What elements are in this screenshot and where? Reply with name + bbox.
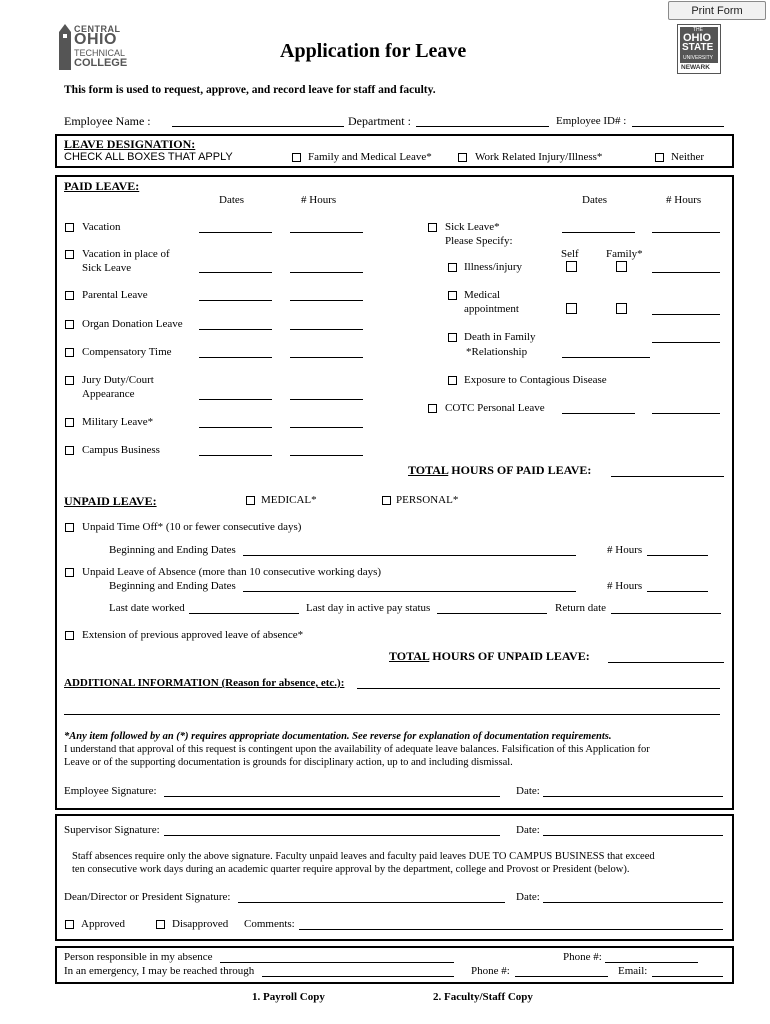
timeoff-hours-label: # Hours — [607, 544, 643, 556]
unpaid-timeoff-checkbox[interactable] — [65, 523, 74, 532]
return-date-field[interactable] — [611, 613, 721, 614]
employee-date-label: Date: — [516, 785, 540, 797]
sick-hours-field[interactable] — [652, 232, 720, 233]
logo-line-college: COLLEGE — [74, 57, 128, 69]
unpaid-medical-label: MEDICAL* — [261, 494, 317, 506]
organ-hours-field[interactable] — [290, 329, 363, 330]
supervisor-date-field[interactable] — [543, 835, 723, 836]
cotc-personal-label: COTC Personal Leave — [445, 402, 545, 414]
osu-newark-logo — [677, 24, 721, 74]
emergency-phone-field[interactable] — [515, 976, 608, 977]
work-injury-label: Work Related Injury/Illness* — [475, 151, 603, 163]
sick-leave-checkbox[interactable] — [428, 223, 437, 232]
intro-text: This form is used to request, approve, and record leave for staff and faculty. — [64, 84, 436, 96]
approval-note-2: Leave or of the supporting documentation is grounds for disciplinary action, up to and including dismissal. — [64, 757, 513, 768]
illness-self-checkbox[interactable] — [566, 261, 577, 272]
parental-label: Parental Leave — [82, 289, 148, 301]
supervisor-signature-label: Supervisor Signature: — [64, 824, 160, 836]
logo-line-the: THE — [693, 27, 703, 33]
employee-signature-field[interactable] — [164, 796, 500, 797]
vacation-sick-hours-field[interactable] — [290, 272, 363, 273]
death-family-label: Death in Family — [464, 331, 536, 343]
approval-instructions-1: Staff absences require only the above signature. Faculty unpaid leaves and faculty paid leaves DUE TO CAMPUS BUSINESS that exceed — [72, 851, 655, 862]
military-hours-field[interactable] — [290, 427, 363, 428]
relationship-field[interactable] — [562, 357, 650, 358]
logo-line-ohio-state-2: STATE — [682, 42, 714, 53]
last-worked-field[interactable] — [189, 613, 299, 614]
logo-line-technical: TECHNICAL — [74, 48, 126, 58]
paid-hours-header-right: # Hours — [666, 194, 702, 206]
dean-date-label: Date: — [516, 891, 540, 903]
last-worked-label: Last date worked — [109, 602, 185, 614]
disapproved-label: Disapproved — [172, 918, 229, 930]
jury-duty-checkbox[interactable] — [65, 376, 74, 385]
additional-info-label: ADDITIONAL INFORMATION (Reason for absence, etc.): — [64, 677, 345, 689]
approved-label: Approved — [81, 918, 125, 930]
faculty-staff-copy-label: 2. Faculty/Staff Copy — [433, 991, 533, 1003]
total-paid-rest: HOURS OF PAID LEAVE: — [451, 463, 592, 477]
military-checkbox[interactable] — [65, 418, 74, 427]
responsible-phone-label: Phone #: — [563, 951, 602, 963]
vacation-hours-field[interactable] — [290, 232, 363, 233]
neither-checkbox[interactable] — [655, 153, 664, 162]
unpaid-personal-checkbox[interactable] — [382, 496, 391, 505]
neither-label: Neither — [671, 151, 704, 163]
supervisor-signature-field[interactable] — [164, 835, 500, 836]
responsible-label: Person responsible in my absence — [64, 951, 213, 963]
jury-duty-label-1: Jury Duty/Court — [82, 374, 154, 386]
organ-donation-label: Organ Donation Leave — [82, 318, 183, 330]
total-unpaid-total-word: TOTAL — [389, 649, 430, 663]
absence-dates-label: Beginning and Ending Dates — [109, 580, 236, 592]
leave-designation-heading: LEAVE DESIGNATION: — [64, 137, 196, 151]
vacation-label: Vacation — [82, 221, 121, 233]
exposure-checkbox[interactable] — [448, 376, 457, 385]
total-paid-field[interactable] — [611, 476, 724, 477]
medical-appt-checkbox[interactable] — [448, 291, 457, 300]
fmla-label: Family and Medical Leave* — [308, 151, 432, 163]
emergency-phone-label: Phone #: — [471, 965, 510, 977]
jury-dates-field[interactable] — [199, 399, 272, 400]
cotc-hours-field[interactable] — [652, 413, 720, 414]
unpaid-personal-label: PERSONAL* — [396, 494, 459, 506]
medical-hours-field[interactable] — [652, 314, 720, 315]
parental-hours-field[interactable] — [290, 300, 363, 301]
unpaid-leave-heading: UNPAID LEAVE: — [64, 494, 157, 508]
absence-dates-field[interactable] — [243, 591, 576, 592]
cotc-personal-checkbox[interactable] — [428, 404, 437, 413]
return-date-label: Return date — [555, 602, 607, 614]
unpaid-timeoff-label: Unpaid Time Off* (10 or fewer consecutive days) — [82, 521, 302, 533]
logo-line-university: UNIVERSITY — [683, 55, 714, 61]
dean-signature-label: Dean/Director or President Signature: — [64, 891, 231, 903]
payroll-copy-label: 1. Payroll Copy — [252, 991, 325, 1003]
compensatory-label: Compensatory Time — [82, 346, 172, 358]
emergency-field[interactable] — [262, 976, 454, 977]
comp-dates-field[interactable] — [199, 357, 272, 358]
work-injury-checkbox[interactable] — [458, 153, 467, 162]
fmla-checkbox[interactable] — [292, 153, 301, 162]
responsible-field[interactable] — [220, 962, 454, 963]
cotc-logo — [58, 24, 128, 70]
vacation-dates-field[interactable] — [199, 232, 272, 233]
employee-id-field[interactable] — [632, 126, 724, 127]
campus-dates-field[interactable] — [199, 455, 272, 456]
vacation-sick-dates-field[interactable] — [199, 272, 272, 273]
comments-label: Comments: — [244, 918, 295, 930]
employee-name-field[interactable] — [172, 126, 344, 127]
approved-checkbox[interactable] — [65, 920, 74, 929]
page-title: Application for Leave — [280, 40, 467, 62]
medical-self-checkbox[interactable] — [566, 303, 577, 314]
jury-hours-field[interactable] — [290, 399, 363, 400]
timeoff-dates-field[interactable] — [243, 555, 576, 556]
responsible-phone-field[interactable] — [605, 962, 698, 963]
parental-checkbox[interactable] — [65, 291, 74, 300]
extension-checkbox[interactable] — [65, 631, 74, 640]
additional-info-field-2[interactable] — [64, 714, 720, 715]
employee-name-label: Employee Name : — [64, 114, 151, 128]
employee-date-field[interactable] — [543, 796, 723, 797]
organ-dates-field[interactable] — [199, 329, 272, 330]
employee-signature-label: Employee Signature: — [64, 785, 157, 797]
approval-note-1: I understand that approval of this request is contingent upon the availability of adequate leave balances. Falsification of this Application for — [64, 744, 650, 755]
last-active-label: Last day in active pay status — [306, 602, 431, 614]
sick-leave-label: Sick Leave* — [445, 221, 500, 233]
paid-leave-heading: PAID LEAVE: — [64, 179, 140, 193]
department-field[interactable] — [416, 126, 549, 127]
campus-business-checkbox[interactable] — [65, 446, 74, 455]
cotc-dates-field[interactable] — [562, 413, 635, 414]
military-label: Military Leave* — [82, 416, 154, 428]
logo-line-newark: NEWARK — [681, 64, 710, 71]
comments-field[interactable] — [299, 929, 723, 930]
dean-signature-field[interactable] — [238, 902, 505, 903]
tower-icon — [58, 24, 72, 70]
documentation-note: *Any item followed by an (*) requires appropriate documentation. See reverse for explanation of documentation requirements. — [64, 731, 612, 742]
unpaid-absence-label: Unpaid Leave of Absence (more than 10 consecutive working days) — [82, 566, 382, 578]
additional-info-field-1[interactable] — [357, 688, 720, 689]
extension-label: Extension of previous approved leave of absence* — [82, 629, 304, 641]
logo-line-ohio-state-1: OHIO — [683, 32, 712, 44]
illness-hours-field[interactable] — [652, 272, 720, 273]
timeoff-hours-field[interactable] — [647, 555, 708, 556]
emergency-label: In an emergency, I may be reached through — [64, 965, 255, 977]
paid-dates-header-right: Dates — [582, 194, 608, 206]
death-family-checkbox[interactable] — [448, 333, 457, 342]
timeoff-dates-label: Beginning and Ending Dates — [109, 544, 236, 556]
unpaid-medical-checkbox[interactable] — [246, 496, 255, 505]
email-field[interactable] — [652, 976, 723, 977]
family-header: Family* — [606, 248, 643, 260]
logo-line-ohio: OHIO — [74, 31, 117, 48]
medical-appt-label-1: Medical — [464, 289, 501, 301]
vacation-sick-label-2: Sick Leave — [82, 262, 132, 274]
military-dates-field[interactable] — [199, 427, 272, 428]
total-unpaid-label — [389, 649, 590, 664]
absence-hours-label: # Hours — [607, 580, 643, 592]
disapproved-checkbox[interactable] — [156, 920, 165, 929]
medical-appt-label-2: appointment — [464, 303, 519, 315]
campus-hours-field[interactable] — [290, 455, 363, 456]
supervisor-date-label: Date: — [516, 824, 540, 836]
paid-dates-header-left: Dates — [219, 194, 245, 206]
logo-line-central: CENTRAL — [74, 24, 121, 34]
parental-dates-field[interactable] — [199, 300, 272, 301]
total-paid-total-word: TOTAL — [408, 463, 449, 477]
approval-instructions-2: ten consecutive work days during an academic quarter require approval by the department, college and Provost or President (below). — [72, 864, 630, 875]
absence-hours-field[interactable] — [647, 591, 708, 592]
total-unpaid-field[interactable] — [608, 662, 724, 663]
illness-family-checkbox[interactable] — [616, 261, 627, 272]
vacation-sick-label-1: Vacation in place of — [82, 248, 170, 260]
email-label: Email: — [618, 965, 648, 977]
sick-dates-field[interactable] — [562, 232, 635, 233]
paid-hours-header-left: # Hours — [301, 194, 337, 206]
death-hours-field[interactable] — [652, 342, 720, 343]
print-form-button[interactable]: Print Form — [668, 1, 766, 20]
illness-checkbox[interactable] — [448, 263, 457, 272]
self-header: Self — [561, 248, 579, 260]
exposure-label: Exposure to Contagious Disease — [464, 374, 607, 386]
unpaid-absence-checkbox[interactable] — [65, 568, 74, 577]
relationship-label: *Relationship — [466, 346, 528, 358]
vacation-checkbox[interactable] — [65, 223, 74, 232]
vacation-sick-checkbox[interactable] — [65, 250, 74, 259]
jury-duty-label-2: Appearance — [82, 388, 135, 400]
medical-family-checkbox[interactable] — [616, 303, 627, 314]
total-unpaid-rest: HOURS OF UNPAID LEAVE: — [432, 649, 590, 663]
total-paid-label — [408, 463, 591, 478]
dean-date-field[interactable] — [543, 902, 723, 903]
department-label: Department : — [348, 114, 411, 128]
campus-business-label: Campus Business — [82, 444, 160, 456]
check-all-instruction: CHECK ALL BOXES THAT APPLY — [64, 151, 233, 163]
please-specify-label: Please Specify: — [445, 235, 513, 247]
compensatory-checkbox[interactable] — [65, 348, 74, 357]
last-active-field[interactable] — [437, 613, 547, 614]
illness-label: Illness/injury — [464, 261, 523, 273]
organ-donation-checkbox[interactable] — [65, 320, 74, 329]
comp-hours-field[interactable] — [290, 357, 363, 358]
employee-id-label: Employee ID# : — [556, 115, 627, 127]
